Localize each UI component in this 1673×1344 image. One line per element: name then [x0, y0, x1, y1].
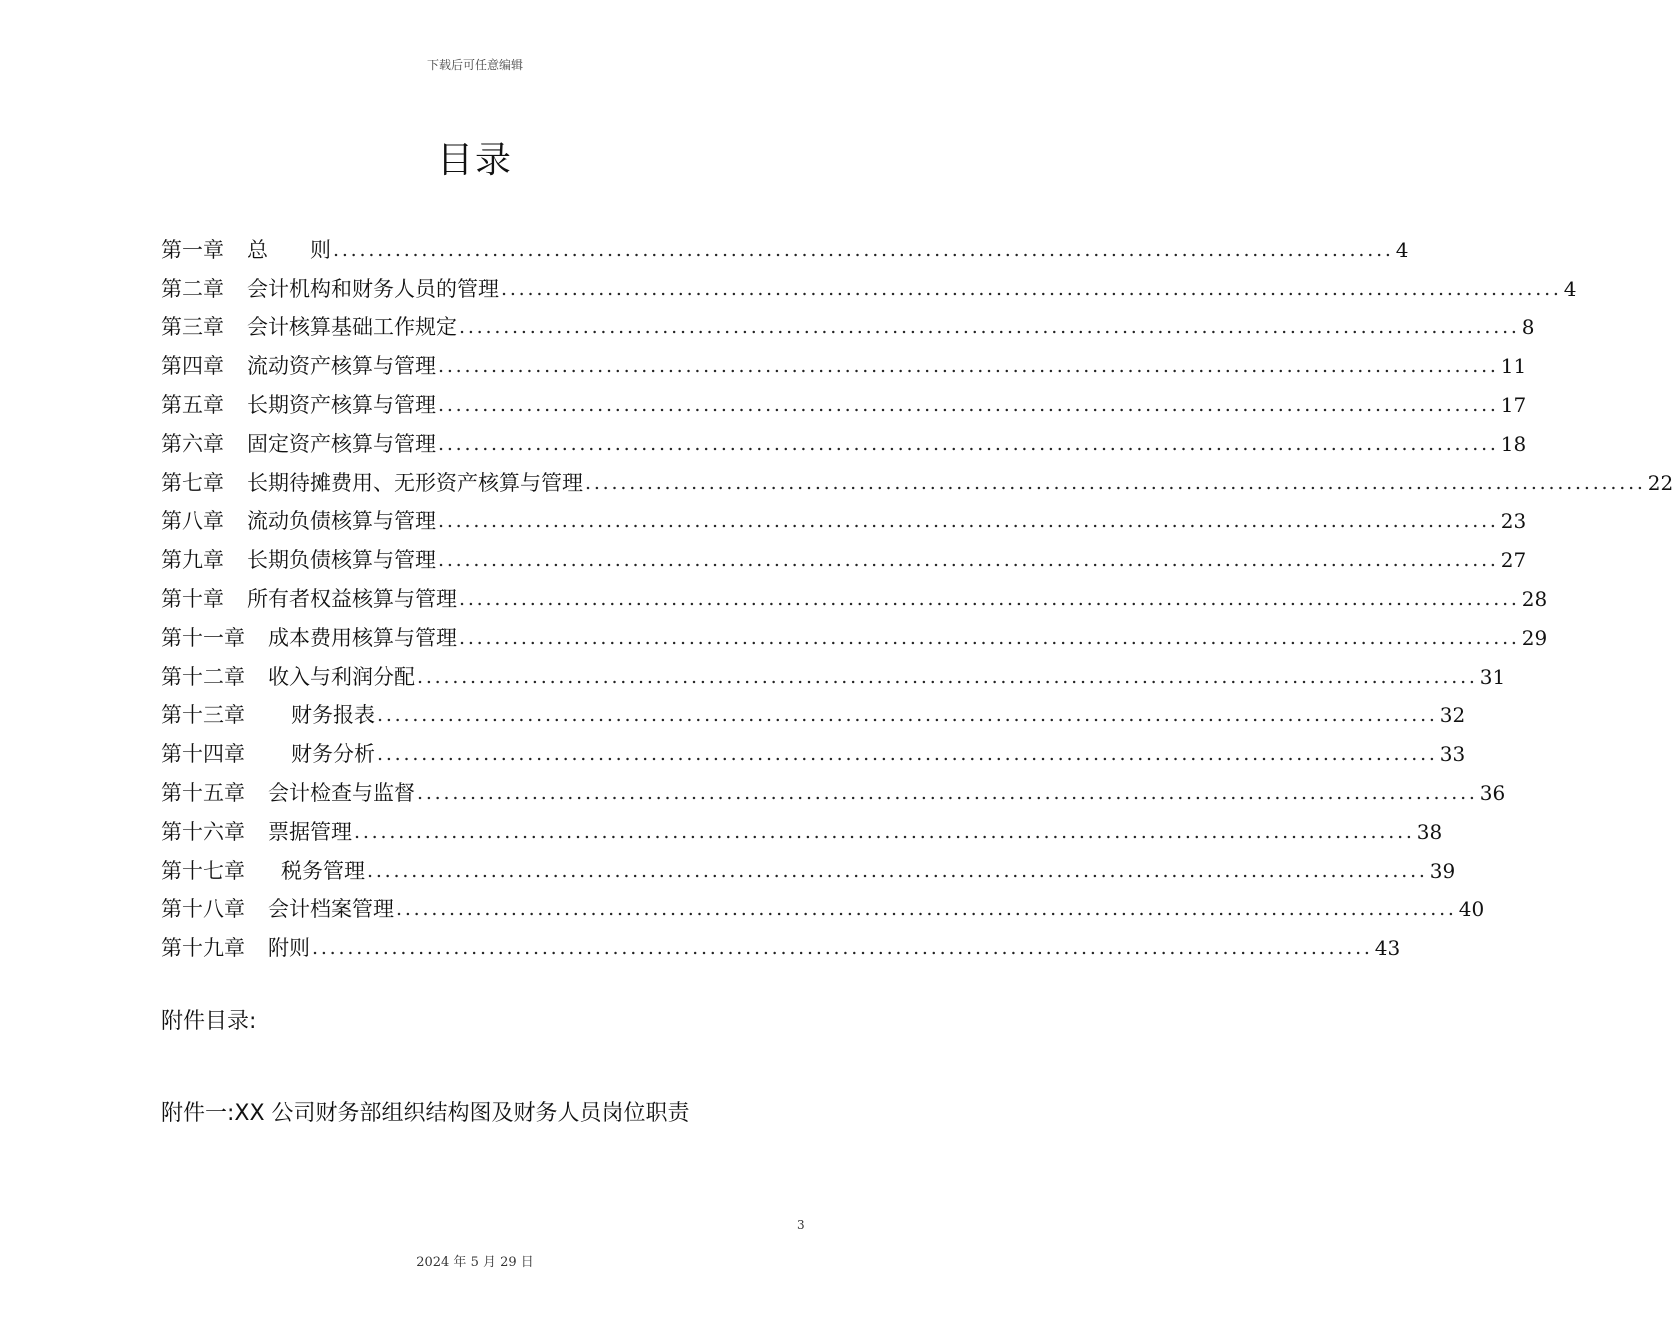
toc-entry[interactable] — [161, 692, 1466, 731]
toc-chapter-label: 第十四章 — [161, 742, 245, 767]
toc-dot-leader: ........................................................................................................................ — [459, 316, 1520, 339]
toc-chapter-title: 会计档案管理 — [268, 897, 394, 922]
toc-page-number: 40 — [1458, 897, 1485, 922]
toc-chapter-title: 会计机构和财务人员的管理 — [247, 276, 499, 301]
toc-page-number: 8 — [1521, 315, 1535, 340]
toc-page-number: 38 — [1416, 819, 1443, 844]
toc-page-number: 17 — [1500, 392, 1527, 417]
toc-chapter-title: 总 则 — [247, 237, 331, 262]
header-note: 下载后可任意编辑 — [426, 58, 523, 72]
toc-entry[interactable] — [161, 536, 1527, 575]
toc-chapter-label: 第十章 — [161, 586, 224, 611]
toc-chapter-title: 会计核算基础工作规定 — [247, 315, 457, 340]
toc-entry[interactable] — [161, 614, 1548, 653]
toc-dot-leader: ........................................................................................................................ — [501, 277, 1562, 300]
toc-dot-leader: ........................................................................................................................ — [417, 665, 1478, 688]
toc-entry[interactable] — [161, 769, 1506, 808]
toc-page-number: 31 — [1479, 664, 1506, 689]
toc-page-number: 11 — [1500, 354, 1527, 379]
toc-dot-leader: ........................................................................................................................ — [438, 355, 1499, 378]
toc-chapter-label: 第五章 — [161, 392, 224, 417]
toc-chapter-label: 第四章 — [161, 354, 224, 379]
toc-chapter-label: 第十二章 — [161, 664, 245, 689]
toc-entry[interactable] — [161, 498, 1527, 537]
toc-chapter-title: 收入与利润分配 — [268, 664, 415, 689]
toc-chapter-label: 第十六章 — [161, 819, 245, 844]
toc-entry[interactable] — [161, 342, 1527, 381]
toc-chapter-title: 成本费用核算与管理 — [268, 625, 457, 650]
toc-page-number: 33 — [1439, 742, 1466, 767]
toc-page-number: 29 — [1521, 625, 1548, 650]
toc-chapter-title: 流动资产核算与管理 — [247, 354, 436, 379]
toc-dot-leader: ........................................................................................................................ — [459, 587, 1520, 610]
toc-entry[interactable] — [161, 381, 1527, 420]
toc-chapter-label: 第十五章 — [161, 780, 245, 805]
toc-entry[interactable] — [161, 653, 1506, 692]
table-of-contents — [161, 226, 1673, 963]
toc-chapter-label: 第二章 — [161, 276, 224, 301]
toc-entry[interactable] — [161, 886, 1485, 925]
toc-chapter-title: 长期待摊费用、无形资产核算与管理 — [247, 470, 583, 495]
toc-chapter-title: 所有者权益核算与管理 — [247, 586, 457, 611]
toc-page-number: 43 — [1374, 936, 1401, 961]
appendix-heading: 附件目录: — [161, 1009, 257, 1034]
toc-dot-leader: ........................................................................................................................ — [585, 471, 1646, 494]
toc-entry[interactable] — [161, 808, 1443, 847]
toc-chapter-label: 第十七章 — [161, 858, 245, 883]
toc-chapter-title: 税务管理 — [281, 858, 365, 883]
toc-page-number: 4 — [1395, 237, 1409, 262]
toc-chapter-label: 第六章 — [161, 431, 224, 456]
toc-chapter-title: 会计检查与监督 — [268, 780, 415, 805]
toc-entry[interactable] — [161, 575, 1548, 614]
toc-dot-leader: ........................................................................................................................ — [377, 743, 1438, 766]
toc-entry[interactable] — [161, 265, 1577, 304]
toc-entry[interactable] — [161, 847, 1456, 886]
toc-page-number: 27 — [1500, 548, 1527, 573]
toc-chapter-title: 票据管理 — [268, 819, 352, 844]
toc-chapter-title: 长期资产核算与管理 — [247, 392, 436, 417]
toc-chapter-label: 第九章 — [161, 548, 224, 573]
toc-dot-leader: ........................................................................................................................ — [459, 626, 1520, 649]
toc-dot-leader: ........................................................................................................................ — [438, 549, 1499, 572]
page-number: 3 — [797, 1218, 805, 1232]
toc-page-number: 18 — [1500, 431, 1527, 456]
toc-entry[interactable] — [161, 226, 1409, 265]
toc-dot-leader: ........................................................................................................................ — [438, 510, 1499, 533]
toc-dot-leader: ........................................................................................................................ — [438, 393, 1499, 416]
toc-chapter-label: 第八章 — [161, 509, 224, 534]
toc-entry[interactable] — [161, 304, 1535, 343]
toc-page-number: 4 — [1563, 276, 1577, 301]
toc-chapter-label: 第十九章 — [161, 936, 245, 961]
toc-page-number: 39 — [1429, 858, 1456, 883]
page-title: 目录 — [436, 140, 513, 182]
toc-entry[interactable] — [161, 420, 1527, 459]
toc-entry[interactable] — [161, 459, 1673, 498]
toc-dot-leader: ........................................................................................................................ — [333, 238, 1394, 261]
toc-dot-leader: ........................................................................................................................ — [396, 898, 1457, 921]
appendix-item: 附件一:XX 公司财务部组织结构图及财务人员岗位职责 — [161, 1101, 690, 1126]
toc-dot-leader: ........................................................................................................................ — [354, 820, 1415, 843]
toc-dot-leader: ........................................................................................................................ — [367, 859, 1428, 882]
toc-dot-leader: ........................................................................................................................ — [417, 781, 1478, 804]
toc-page-number: 28 — [1521, 586, 1548, 611]
toc-chapter-title: 财务报表 — [291, 703, 375, 728]
toc-entry[interactable] — [161, 924, 1401, 963]
toc-dot-leader: ........................................................................................................................ — [312, 937, 1373, 960]
toc-chapter-title: 流动负债核算与管理 — [247, 509, 436, 534]
toc-page-number: 22 — [1647, 470, 1673, 495]
toc-chapter-title: 附则 — [268, 936, 310, 961]
toc-chapter-title: 长期负债核算与管理 — [247, 548, 436, 573]
toc-chapter-label: 第三章 — [161, 315, 224, 340]
footer-date: 2024 年 5 月 29 日 — [416, 1255, 534, 1270]
toc-chapter-label: 第七章 — [161, 470, 224, 495]
toc-chapter-label: 第十一章 — [161, 625, 245, 650]
toc-chapter-label: 第十八章 — [161, 897, 245, 922]
toc-page-number: 32 — [1439, 703, 1466, 728]
toc-chapter-title: 固定资产核算与管理 — [247, 431, 436, 456]
toc-dot-leader: ........................................................................................................................ — [438, 432, 1499, 455]
toc-chapter-title: 财务分析 — [291, 742, 375, 767]
toc-page-number: 36 — [1479, 780, 1506, 805]
toc-page-number: 23 — [1500, 509, 1527, 534]
toc-chapter-label: 第一章 — [161, 237, 224, 262]
toc-chapter-label: 第十三章 — [161, 703, 245, 728]
toc-dot-leader: ........................................................................................................................ — [377, 704, 1438, 727]
toc-entry[interactable] — [161, 730, 1466, 769]
